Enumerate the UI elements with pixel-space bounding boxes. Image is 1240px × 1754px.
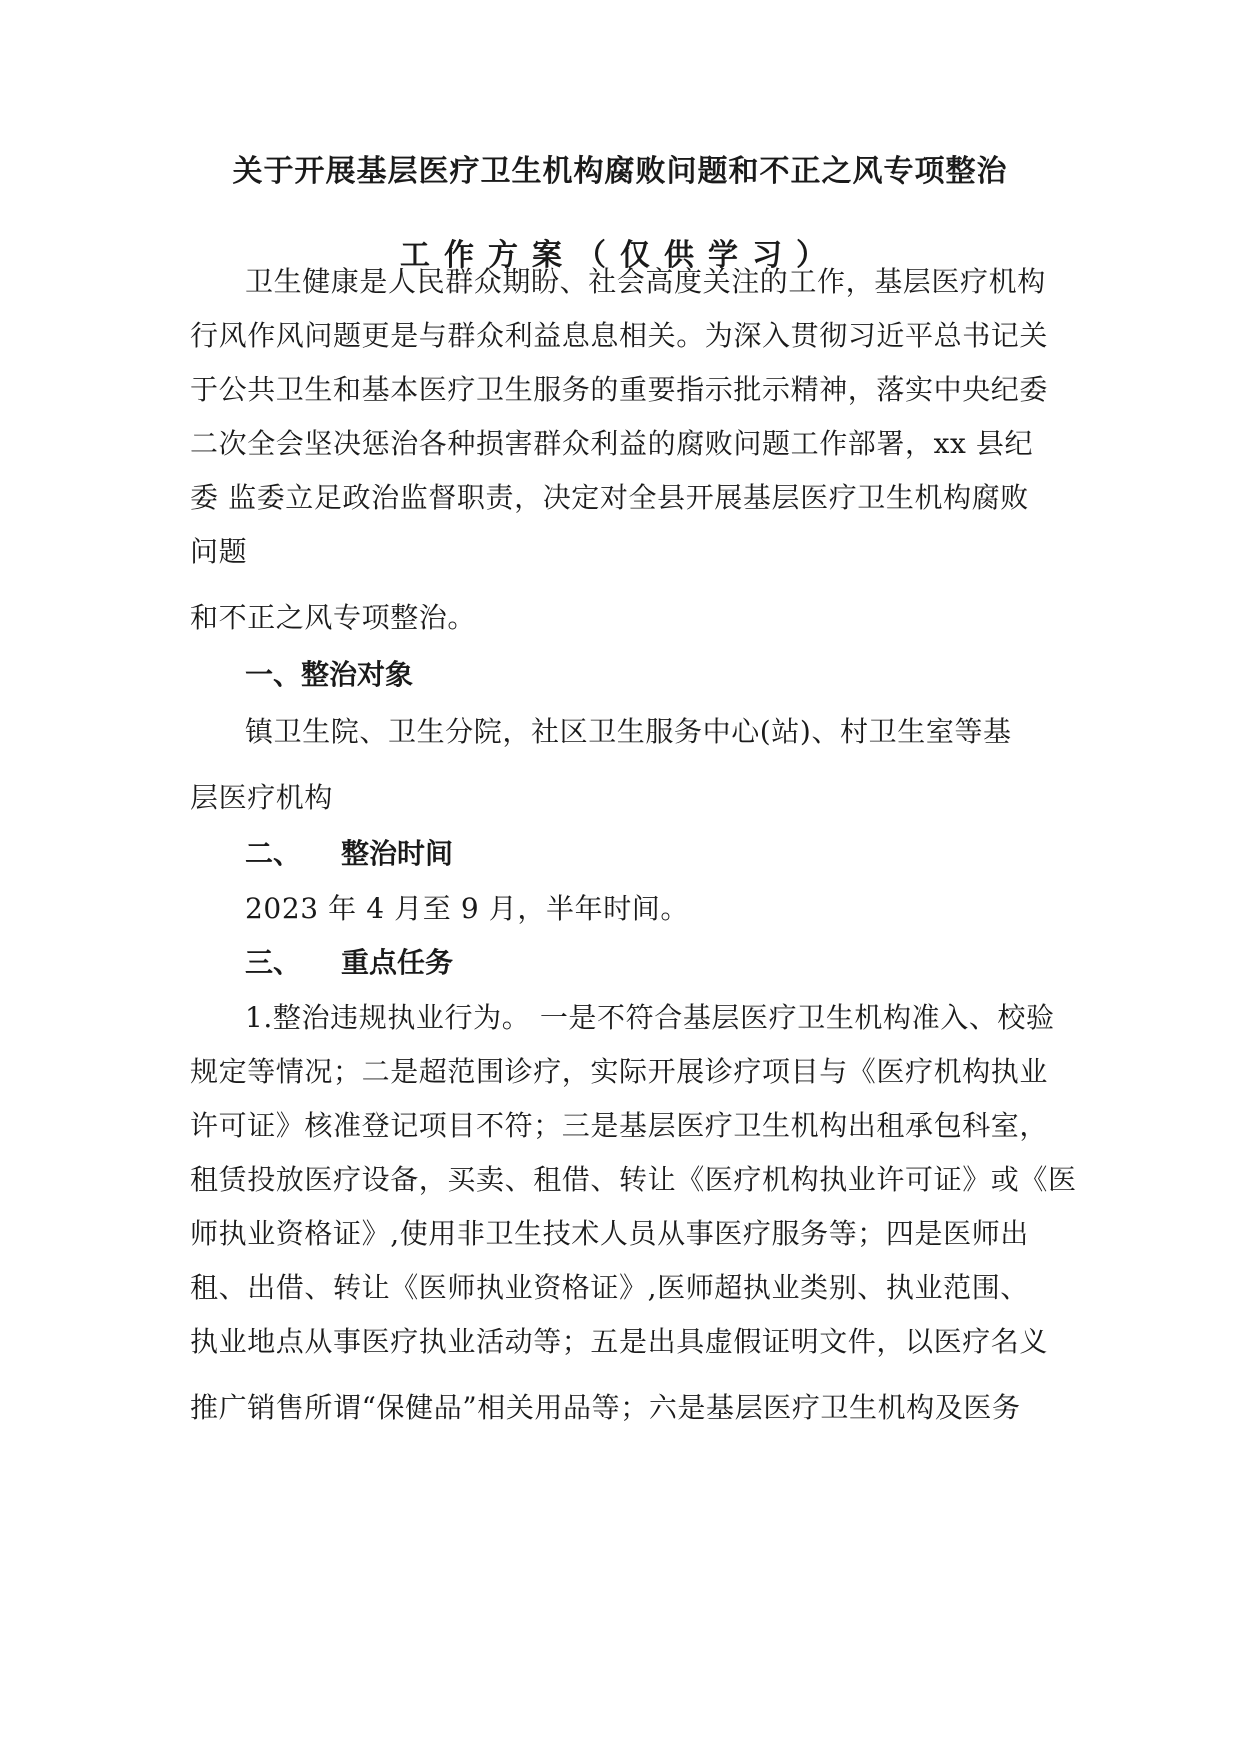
section-3-line-1: 1.整治违规执业行为。 一是不符合基层医疗卫生机构准入、校验 <box>245 1001 1055 1034</box>
section-2-heading-text: 整治时间 <box>341 837 454 870</box>
section-3-line-5: 师执业资格证》,使用非卫生技术人员从事医疗服务等；四是医师出 <box>190 1217 1029 1250</box>
intro-line-7: 和不正之风专项整治。 <box>190 601 477 634</box>
section-3-line-6: 租、出借、转让《医师执业资格证》,医师超执业类别、执业范围、 <box>190 1271 1029 1304</box>
section-3-line-8: 推广销售所谓“保健品”相关用品等；六是基层医疗卫生机构及医务 <box>190 1391 1021 1424</box>
section-3-heading-text: 重点任务 <box>341 946 454 979</box>
intro-line-4: 二次全会坚决惩治各种损害群众利益的腐败问题工作部署，xx 县纪 <box>190 427 1034 460</box>
section-3-line-7: 执业地点从事医疗执业活动等；五是出具虚假证明文件，以医疗名义 <box>190 1325 1049 1358</box>
section-1-line-2: 层医疗机构 <box>190 781 334 814</box>
intro-line-1: 卫生健康是人民群众期盼、社会高度关注的工作，基层医疗机构 <box>245 265 1046 298</box>
section-1-heading: 一、整治对象 <box>245 658 414 691</box>
document-title-line-1: 关于开展基层医疗卫生机构腐败问题和不正之风专项整治 <box>232 154 1008 189</box>
section-3-line-2: 规定等情况；二是超范围诊疗，实际开展诊疗项目与《医疗机构执业 <box>190 1055 1049 1088</box>
intro-line-2: 行风作风问题更是与群众利益息息相关。为深入贯彻习近平总书记关 <box>190 319 1049 352</box>
section-2-heading <box>245 834 1045 874</box>
intro-line-6: 问题 <box>190 535 248 568</box>
section-2-heading-number: 二、 <box>245 837 302 870</box>
section-3-heading-number: 三、 <box>245 946 302 979</box>
intro-line-5: 委 监委立足政治监督职责，决定对全县开展基层医疗卫生机构腐败 <box>190 481 1029 514</box>
section-3-line-3: 许可证》核准登记项目不符；三是基层医疗卫生机构出租承包科室， <box>190 1109 1049 1142</box>
intro-line-3: 于公共卫生和基本医疗卫生服务的重要指示批示精神，落实中央纪委 <box>190 373 1049 406</box>
section-1-line-1: 镇卫生院、卫生分院，社区卫生服务中心(站)、村卫生室等基 <box>245 715 1012 748</box>
document-title-line-2: 工作方案（仅供学习） <box>400 238 840 273</box>
section-2-line-1: 2023 年 4 月至 9 月，半年时间。 <box>245 892 689 925</box>
section-3-heading <box>245 943 1045 983</box>
section-3-line-4: 租赁投放医疗设备，买卖、租借、转让《医疗机构执业许可证》或《医 <box>190 1163 1077 1196</box>
